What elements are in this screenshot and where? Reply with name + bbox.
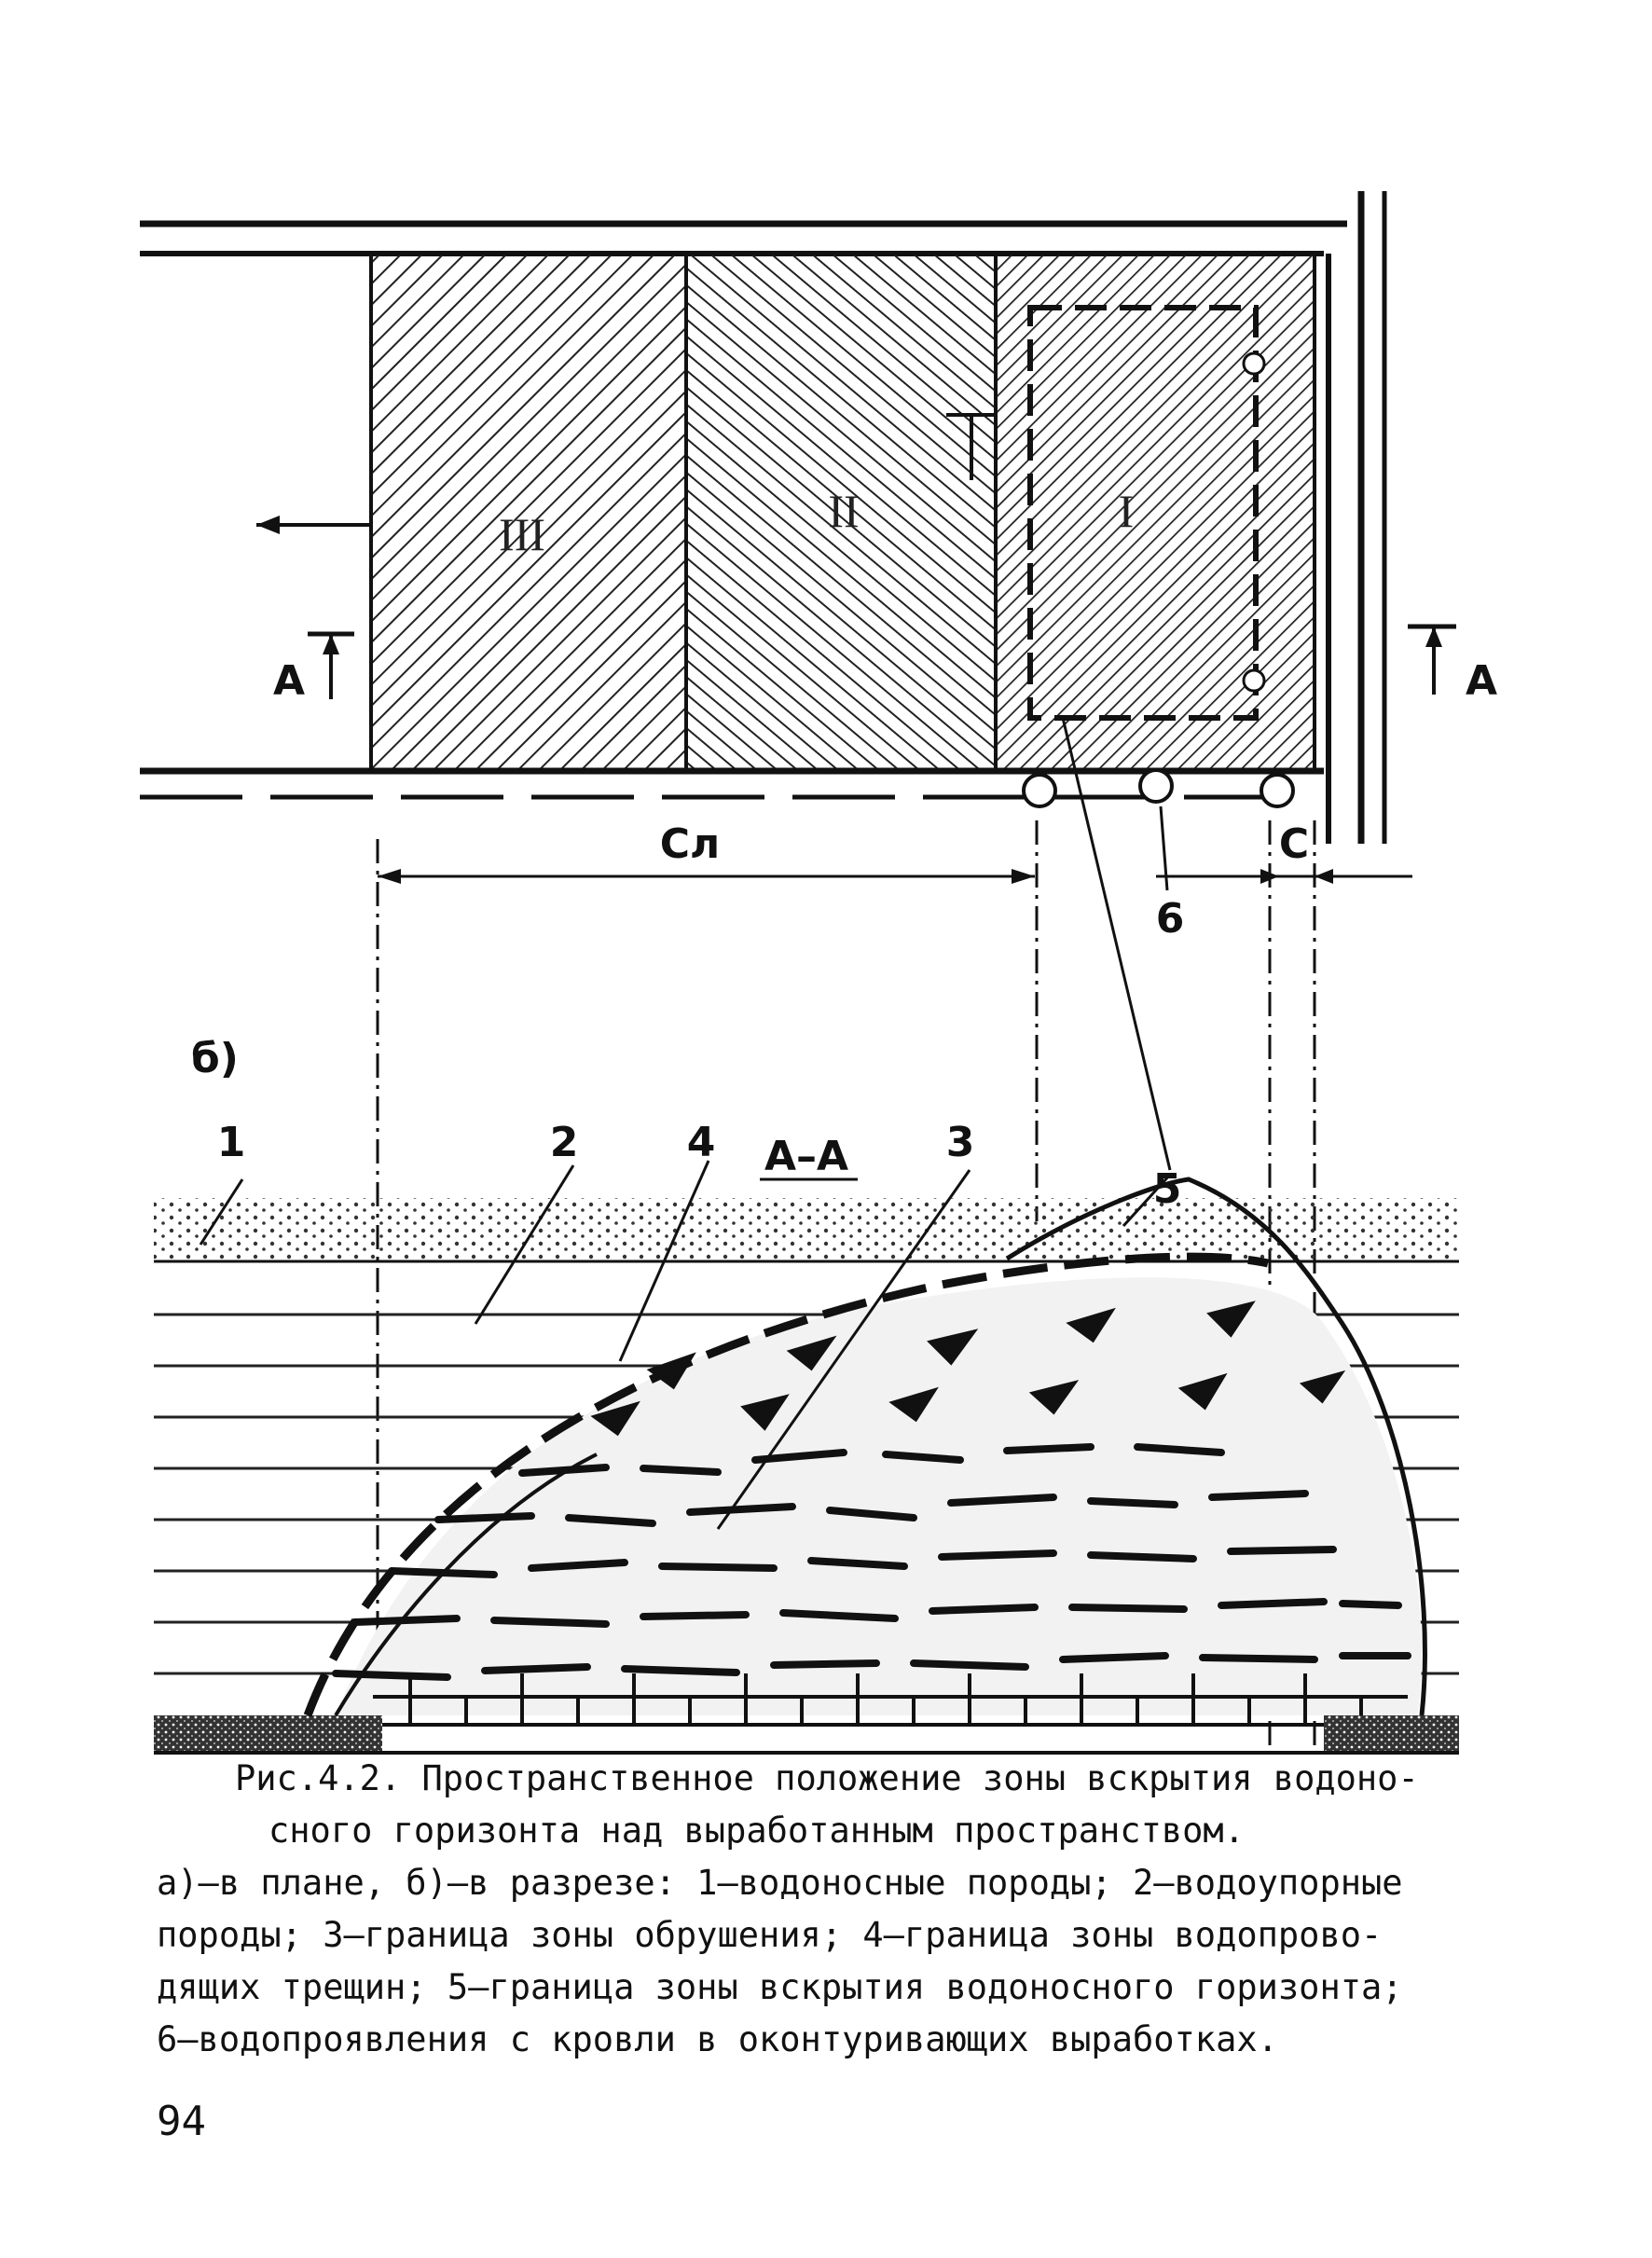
coal-seam-right bbox=[1324, 1715, 1459, 1753]
section-view bbox=[154, 1035, 1459, 1753]
caption-line: а)–в плане, б)–в разрезе: 1–водоносные породы; 2–водоупорные bbox=[157, 1863, 1403, 1903]
caption-line: 6–водопроявления с кровли в оконтуривающих выработках. bbox=[157, 2019, 1278, 2059]
caption-line: породы; 3–граница зоны обрушения; 4–граница зоны водопрово- bbox=[157, 1915, 1383, 1955]
section-mark-left: A bbox=[273, 657, 306, 705]
panel-i bbox=[996, 254, 1315, 771]
section-panel-label: б) bbox=[191, 1035, 239, 1082]
section-mark-right: A bbox=[1466, 657, 1498, 705]
water-inflow-point bbox=[1024, 775, 1055, 806]
callout-3: 3 bbox=[945, 1119, 975, 1166]
caption-line: сного горизонта над выработанным пространством. bbox=[268, 1811, 1245, 1851]
callout-6: 6 bbox=[1155, 895, 1185, 943]
water-inflow-point bbox=[1261, 775, 1293, 806]
dimension-label-sl: Сл bbox=[659, 820, 721, 868]
water-inflow-point bbox=[1140, 770, 1172, 802]
panel-i-label: I bbox=[1118, 485, 1135, 537]
coal-seam-left bbox=[154, 1715, 382, 1753]
callout-4: 4 bbox=[686, 1119, 716, 1166]
callout-5: 5 bbox=[1152, 1165, 1182, 1213]
caption-line: дящих трещин; 5–граница зоны вскрытия водоносного горизонта; bbox=[157, 1967, 1403, 2007]
page-number: 94 bbox=[157, 2098, 206, 2145]
section-title: А–А bbox=[764, 1133, 849, 1180]
caption-line: Рис.4.2. Пространственное положение зоны вскрытия водоно- bbox=[235, 1758, 1419, 1798]
figure-caption bbox=[157, 1753, 1527, 2066]
callout-1: 1 bbox=[216, 1119, 246, 1166]
plan-view bbox=[140, 191, 1497, 943]
panel-ii-label: II bbox=[828, 485, 860, 537]
callout-2: 2 bbox=[549, 1119, 579, 1166]
dimension-label-s: С bbox=[1278, 820, 1310, 868]
panel-iii-label: III bbox=[499, 508, 545, 560]
